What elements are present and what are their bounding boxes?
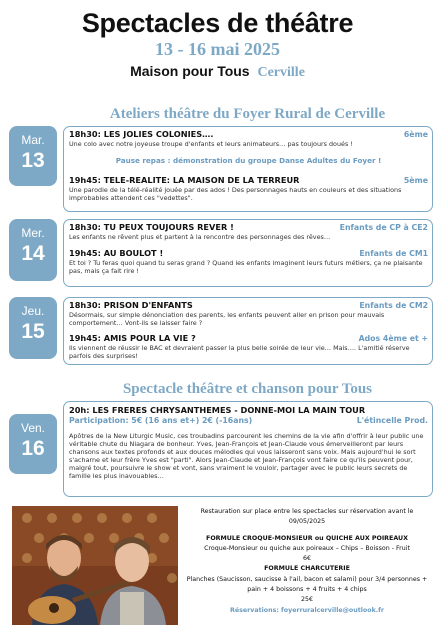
event-item (69, 129, 428, 148)
event-level: 5ème (403, 176, 428, 185)
formula1-price: 6€ (302, 555, 311, 563)
event-description: Une colo avec notre joyeuse troupe d'enfants et leurs animateurs… pas toujours doués ! (69, 140, 353, 148)
event-item (69, 222, 428, 241)
event-description: Une parodie de la télé-réalité jouée par des ados ! Des personnages hauts en couleurs et des situations improbables attendent ces "vedettes". (69, 186, 402, 202)
event-company: L'étincelle Prod. (356, 416, 428, 425)
event-description: Et toi ? Tu feras quoi quand tu seras grand ? Quand les enfants imaginent leurs futurs métiers, ça ne plaisante pas, mais ça fait rire ! (69, 259, 423, 275)
performers-photo-illustration (12, 506, 178, 625)
day-name: Jeu. (21, 304, 45, 318)
event-title: 18h30: PRISON D'ENFANTS (69, 300, 193, 310)
catering-info (184, 507, 430, 616)
event-item (69, 175, 428, 202)
formula1-description: Croque-Monsieur ou quiche aux poireaux – Chips – Boisson - Fruit (204, 544, 410, 552)
pause-note: Pause repas : démonstration du groupe Danse Adultes du Foyer ! (115, 156, 382, 165)
event-level: Ados 4ème et + (358, 334, 428, 343)
event-item (69, 300, 428, 327)
event-title: 20h: LES FRERES CHRYSANTHEMES - DONNE-MOI LA MAIN TOUR (69, 405, 366, 415)
event-level: 6ème (403, 130, 428, 139)
formula2-title: FORMULE CHARCUTERIE (264, 565, 350, 573)
day-badge-16 (9, 414, 57, 474)
event-description: Apôtres de la New Liturgic Music, ces troubadins parcourent les chemins de la vie afin d'offrir à leur public une véritable chute du Niagara de bonheur. Yves, Jean-François et Jean-Claude vous émerveilleront par leurs chansons aux textes profonds et aux douces mélodies qui vous laisseront sans voix. Mais aujourd'hui le sort s'acharne et leur frère Yves est "parti". Alors Jean-Claude et Jean-François vont faire ce qu'ils peuvent pour, malgré tout, poursuivre le show et vont, sans vraiment le vouloir, partager avec le public leurs secrets de famille les plus inavouables… (69, 432, 424, 480)
venue-line (0, 63, 435, 81)
day-badge-15 (9, 297, 57, 359)
event-dates: 13 - 16 mai 2025 (155, 39, 280, 59)
event-description: Les enfants ne rêvent plus et partent à la rencontre des personnages des rêves… (69, 233, 331, 241)
day-badge-14 (9, 219, 57, 281)
day-panel-16 (63, 401, 433, 497)
day-number: 14 (21, 242, 45, 265)
day-number: 15 (21, 320, 45, 343)
venue-name: Maison pour Tous (130, 63, 250, 79)
day-number: 13 (21, 149, 45, 172)
event-level: Enfants de CM2 (359, 301, 428, 310)
event-level: Enfants de CP à CE2 (339, 223, 428, 232)
catering-intro: Restauration sur place entre les spectacles sur réservation avant le 09/05/2025 (200, 508, 414, 526)
day-name: Mar. (21, 133, 45, 147)
event-title: 18h30: TU PEUX TOUJOURS REVER ! (69, 222, 234, 232)
event-title: 19h45: AU BOULOT ! (69, 248, 164, 258)
event-title: 19h45: TELE-REALITE: LA MAISON DE LA TERREUR (69, 175, 300, 185)
formula1-title: FORMULE CROQUE-MONSIEUR ou QUICHE AUX POIREAUX (206, 534, 408, 542)
venue-city: Cerville (257, 65, 305, 80)
day-panel-14 (63, 219, 433, 287)
day-panel-13 (63, 126, 433, 212)
section-title-show: Spectacle théâtre et chanson pour Tous (122, 381, 373, 397)
performers-photo (12, 506, 178, 625)
event-item (69, 248, 428, 275)
poster-title: Spectacles de théâtre (81, 8, 354, 38)
event-level: Enfants de CM1 (359, 249, 428, 258)
event-item (69, 405, 428, 480)
day-name: Mer. (21, 226, 45, 240)
event-description: Désormais, sur simple dénonciation des parents, les enfants peuvent aller en prison pour mauvais comportement… Vont-ils se laisser faire ? (69, 311, 385, 327)
formula2-description: Planches (Saucisson, saucisse à l'ail, bacon et salami) pour 3/4 personnes + pain + 4 boissons + 4 fruits + 4 chips (186, 575, 428, 594)
event-item (69, 333, 428, 360)
formula2-price: 25€ (300, 596, 314, 604)
event-title: 19h45: AMIS POUR LA VIE ? (69, 333, 196, 343)
day-panel-15 (63, 297, 433, 365)
day-badge-13 (9, 126, 57, 186)
event-description: Ils viennent de réussir le BAC et devraient passer la plus belle soirée de leur vie… Mais…. L'amitié réserve parfois des surprises! (69, 344, 410, 360)
event-title: 18h30: LES JOLIES COLONIES…. (69, 129, 214, 139)
section-title-workshops: Ateliers théâtre du Foyer Rural de Cerville (109, 106, 386, 122)
day-number: 16 (21, 437, 45, 460)
reservations-email: Réservations: foyerruralcerville@outlook.fr (230, 606, 384, 614)
event-participation: Participation: 5€ (16 ans et+) 2€ (-16ans) (69, 416, 253, 425)
day-name: Ven. (20, 421, 46, 435)
